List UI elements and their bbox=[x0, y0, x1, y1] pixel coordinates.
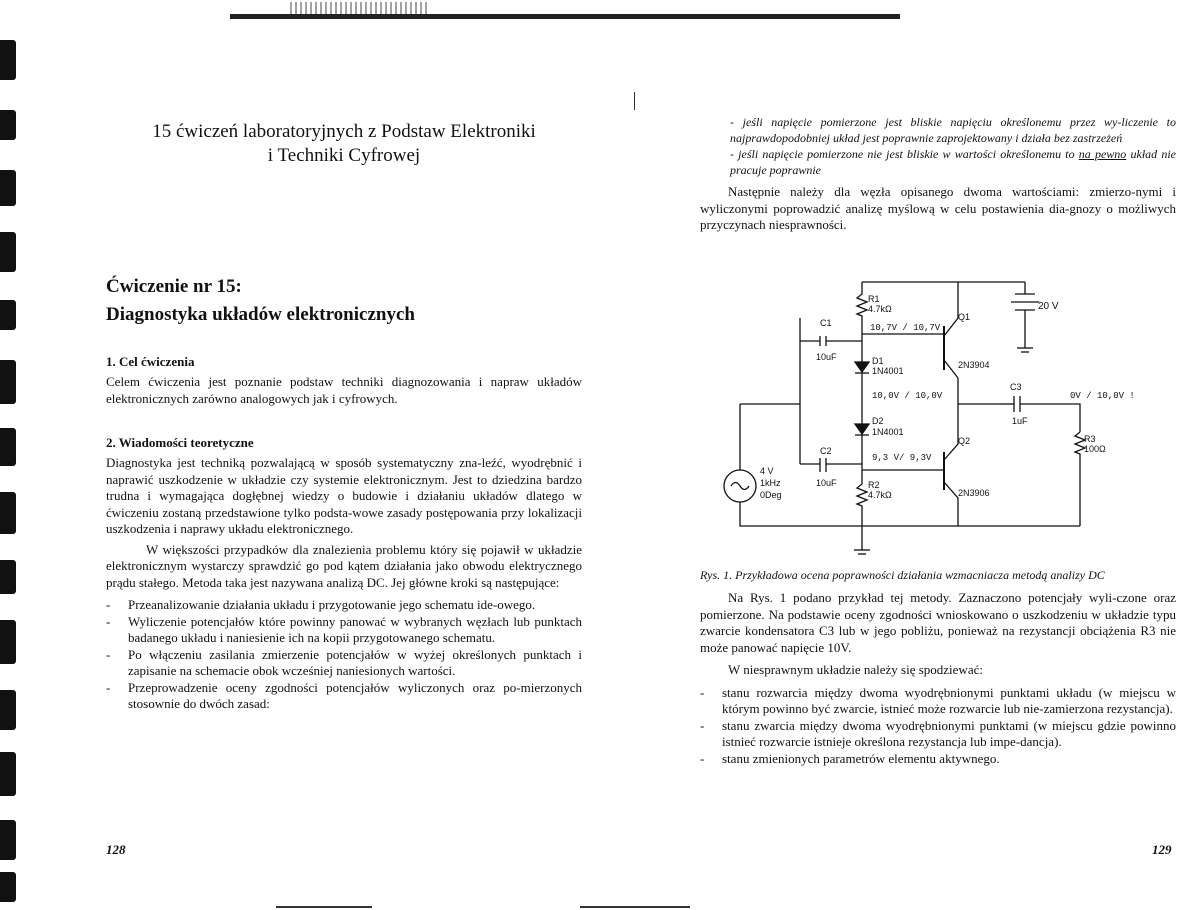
scan-top-edge bbox=[230, 14, 900, 19]
q1-emitter bbox=[944, 360, 958, 378]
list-item: - Przeanalizowanie działania układu i przygotowanie jego schematu ide-owego. bbox=[106, 597, 536, 612]
chapter-title: Diagnostyka układów elektronicznych bbox=[106, 304, 415, 325]
figure-caption: Rys. 1. Przykładowa ocena poprawności działania wzmacniacza metodą analizy DC bbox=[700, 568, 1105, 582]
q2-part: 2N3906 bbox=[958, 488, 990, 498]
list-item: - stanu rozwarcia między dwoma wyodrębnionymi punktami układu (w miejscu w którym powinno być zwarcie, istnieć może rozwarcie lub nie-zamierzona rezystancja). bbox=[700, 684, 1176, 716]
q2-collector bbox=[944, 482, 958, 526]
book-title-line1: 15 ćwiczeń laboratoryjnych z Podstaw Elektroniki bbox=[152, 121, 536, 142]
section-heading-goal: 1. Cel ćwiczenia bbox=[106, 354, 195, 369]
gutter-mark bbox=[634, 92, 635, 110]
list-item: - stanu zwarcia między dwoma wyodrębnionymi punktami (w miejscu gdzie powinno istnieć rozwarcie istnieje określona rezystancja lub impe-dancja). bbox=[700, 717, 1176, 749]
list-item: - Przeprowadzenie oceny zgodności potencjałów wyliczonych oraz po-mierzonych stosownie do dwóch zasad: bbox=[106, 680, 582, 711]
node-voltage-1: 10,7V / 10,7V bbox=[870, 323, 941, 333]
c1-value: 10uF bbox=[816, 352, 837, 362]
chapter-number: Ćwiczenie nr 15: bbox=[106, 276, 242, 297]
c2-label: C2 bbox=[820, 446, 832, 456]
page-number-left: 128 bbox=[106, 842, 126, 857]
rule-close-voltage: - jeśli napięcie pomierzone jest bliskie napięciu określonemu przez wy-liczenie to najprawdopodobniej układ jest poprawnie zaprojektowany i działa bez zastrzeżeń bbox=[730, 115, 1176, 145]
source-amplitude: 4 V bbox=[760, 466, 774, 476]
fault-types-list bbox=[700, 685, 1176, 767]
theory-paragraph-2: W większości przypadków dla znalezienia problemu który się pojawił w układzie elektronicznym wystarczy sprawdzić go pod kątem działania jako obwodu elektrycznego prądu stałego. Metoda taka jest nazywana analizą DC. Jej główne kroki są następujące: bbox=[106, 541, 582, 590]
list-item: - stanu zmienionych parametrów elementu aktywnego. bbox=[700, 750, 1000, 766]
source-phase: 0Deg bbox=[760, 490, 782, 500]
scan-bottom-edge-left bbox=[276, 906, 372, 908]
d2-part: 1N4001 bbox=[872, 427, 904, 437]
rule-far-voltage: - jeśli napięcie pomierzone nie jest bliskie w wartości określonemu to na pewno układ nie pracuje poprawnie bbox=[730, 147, 1176, 177]
book-binding-shadow bbox=[0, 0, 22, 910]
c2-value: 10uF bbox=[816, 478, 837, 488]
r2-label: R2 bbox=[868, 480, 880, 490]
resistor-r1 bbox=[857, 282, 867, 334]
dc-analysis-steps bbox=[106, 597, 582, 712]
r1-label: R1 bbox=[868, 294, 880, 304]
q1-part: 2N3904 bbox=[958, 360, 990, 370]
diode-d1 bbox=[855, 362, 869, 372]
r3-label: R3 bbox=[1084, 434, 1096, 444]
d1-part: 1N4001 bbox=[872, 366, 904, 376]
scan-bottom-edge-right bbox=[580, 906, 690, 908]
d1-label: D1 bbox=[872, 356, 884, 366]
book-title-line2: i Techniki Cyfrowej bbox=[267, 145, 421, 166]
page-number-right: 129 bbox=[1152, 842, 1172, 857]
wire-emitter-node bbox=[958, 378, 1000, 404]
scan-noise bbox=[290, 2, 430, 14]
book-title bbox=[106, 120, 582, 168]
amplifier-schematic bbox=[700, 274, 1180, 564]
q2-emitter bbox=[944, 404, 958, 460]
r2-value: 4.7kΩ bbox=[868, 490, 892, 500]
right-page-lower bbox=[700, 590, 1176, 768]
section-heading-theory: 2. Wiadomości teoretyczne bbox=[106, 435, 254, 450]
example-paragraph: Na Rys. 1 podano przykład tej metody. Zaznaczono potencjały wyli-czone oraz pomierzone. Na podstawie oceny zgodności wnioskowano o uszkodzeniu w układzie typu zwarcie kondensatora C3 lub w jego pobliżu, ponieważ na rezystancji obciążenia R3 nie może panować napięcie 10V. bbox=[700, 590, 1176, 655]
q2-label: Q2 bbox=[958, 436, 971, 446]
source-frequency: 1kHz bbox=[760, 478, 781, 488]
q1-collector bbox=[944, 282, 958, 336]
list-item: - Po włączeniu zasilania zmierzenie potencjałów w wyżej określonych punktach i zapisanie na schemacie obok wcześniej naniesionych wartości. bbox=[106, 647, 582, 678]
evaluation-rules bbox=[700, 114, 1176, 178]
c3-value: 1uF bbox=[1012, 416, 1028, 426]
r3-value: 100Ω bbox=[1084, 444, 1106, 454]
vcc-label: 20 V bbox=[1038, 301, 1059, 312]
q1-label: Q1 bbox=[958, 312, 971, 322]
wire-bottom-return bbox=[740, 502, 1080, 526]
left-page bbox=[106, 110, 582, 713]
right-page bbox=[700, 114, 1176, 234]
section-goal-text: Celem ćwiczenia jest poznanie podstaw techniki diagnozowania i napraw układów elektronicznych zarówno analogowych jak i cyfrowych. bbox=[106, 374, 582, 406]
c3-label: C3 bbox=[1010, 382, 1022, 392]
theory-paragraph-1: Diagnostyka jest techniką pozwalającą w sposób systematyczny zna-leźć, wyodrębnić i naprawić uszkodzenie w układzie czy systemie elektronicznym. Jest to dziedzina bardzo trudna i wymagająca dogłębnej wiedzy o budowie i działaniu układów dlatego w ćwiczeniu zostaną przedstawione tylko podsta-wowe zasady postępowania przy lokalizacji uszkodzenia i naprawy układu elektronicznego. bbox=[106, 455, 582, 536]
c1-label: C1 bbox=[820, 318, 832, 328]
expect-intro: W niesprawnym układzie należy się spodziewać: bbox=[728, 662, 983, 677]
resistor-r2 bbox=[857, 479, 867, 550]
node-voltage-2: 10,0V / 10,0V bbox=[872, 391, 943, 401]
list-item: - Wyliczenie potencjałów które powinny panować w wybranych węzłach lub punktach badanego układu i naniesienie ich na kopii przygotowanego schematu. bbox=[106, 614, 582, 645]
analysis-paragraph: Następnie należy dla węzła opisanego dwoma wartościami: zmierzo-nymi i wyliczonymi poprowadzić analizę myślową w celu postawienia dia-gnozy o możliwych przyczynach niesprawności. bbox=[700, 184, 1176, 232]
d2-label: D2 bbox=[872, 416, 884, 426]
node-voltage-out: 0V / 10,0V ! bbox=[1070, 391, 1135, 401]
node-voltage-3: 9,3 V/ 9,3V bbox=[872, 453, 932, 463]
r1-value: 4.7kΩ bbox=[868, 304, 892, 314]
ac-sine-glyph bbox=[731, 483, 749, 490]
wire-c3-r3 bbox=[1020, 404, 1080, 432]
diode-d2 bbox=[855, 424, 869, 434]
